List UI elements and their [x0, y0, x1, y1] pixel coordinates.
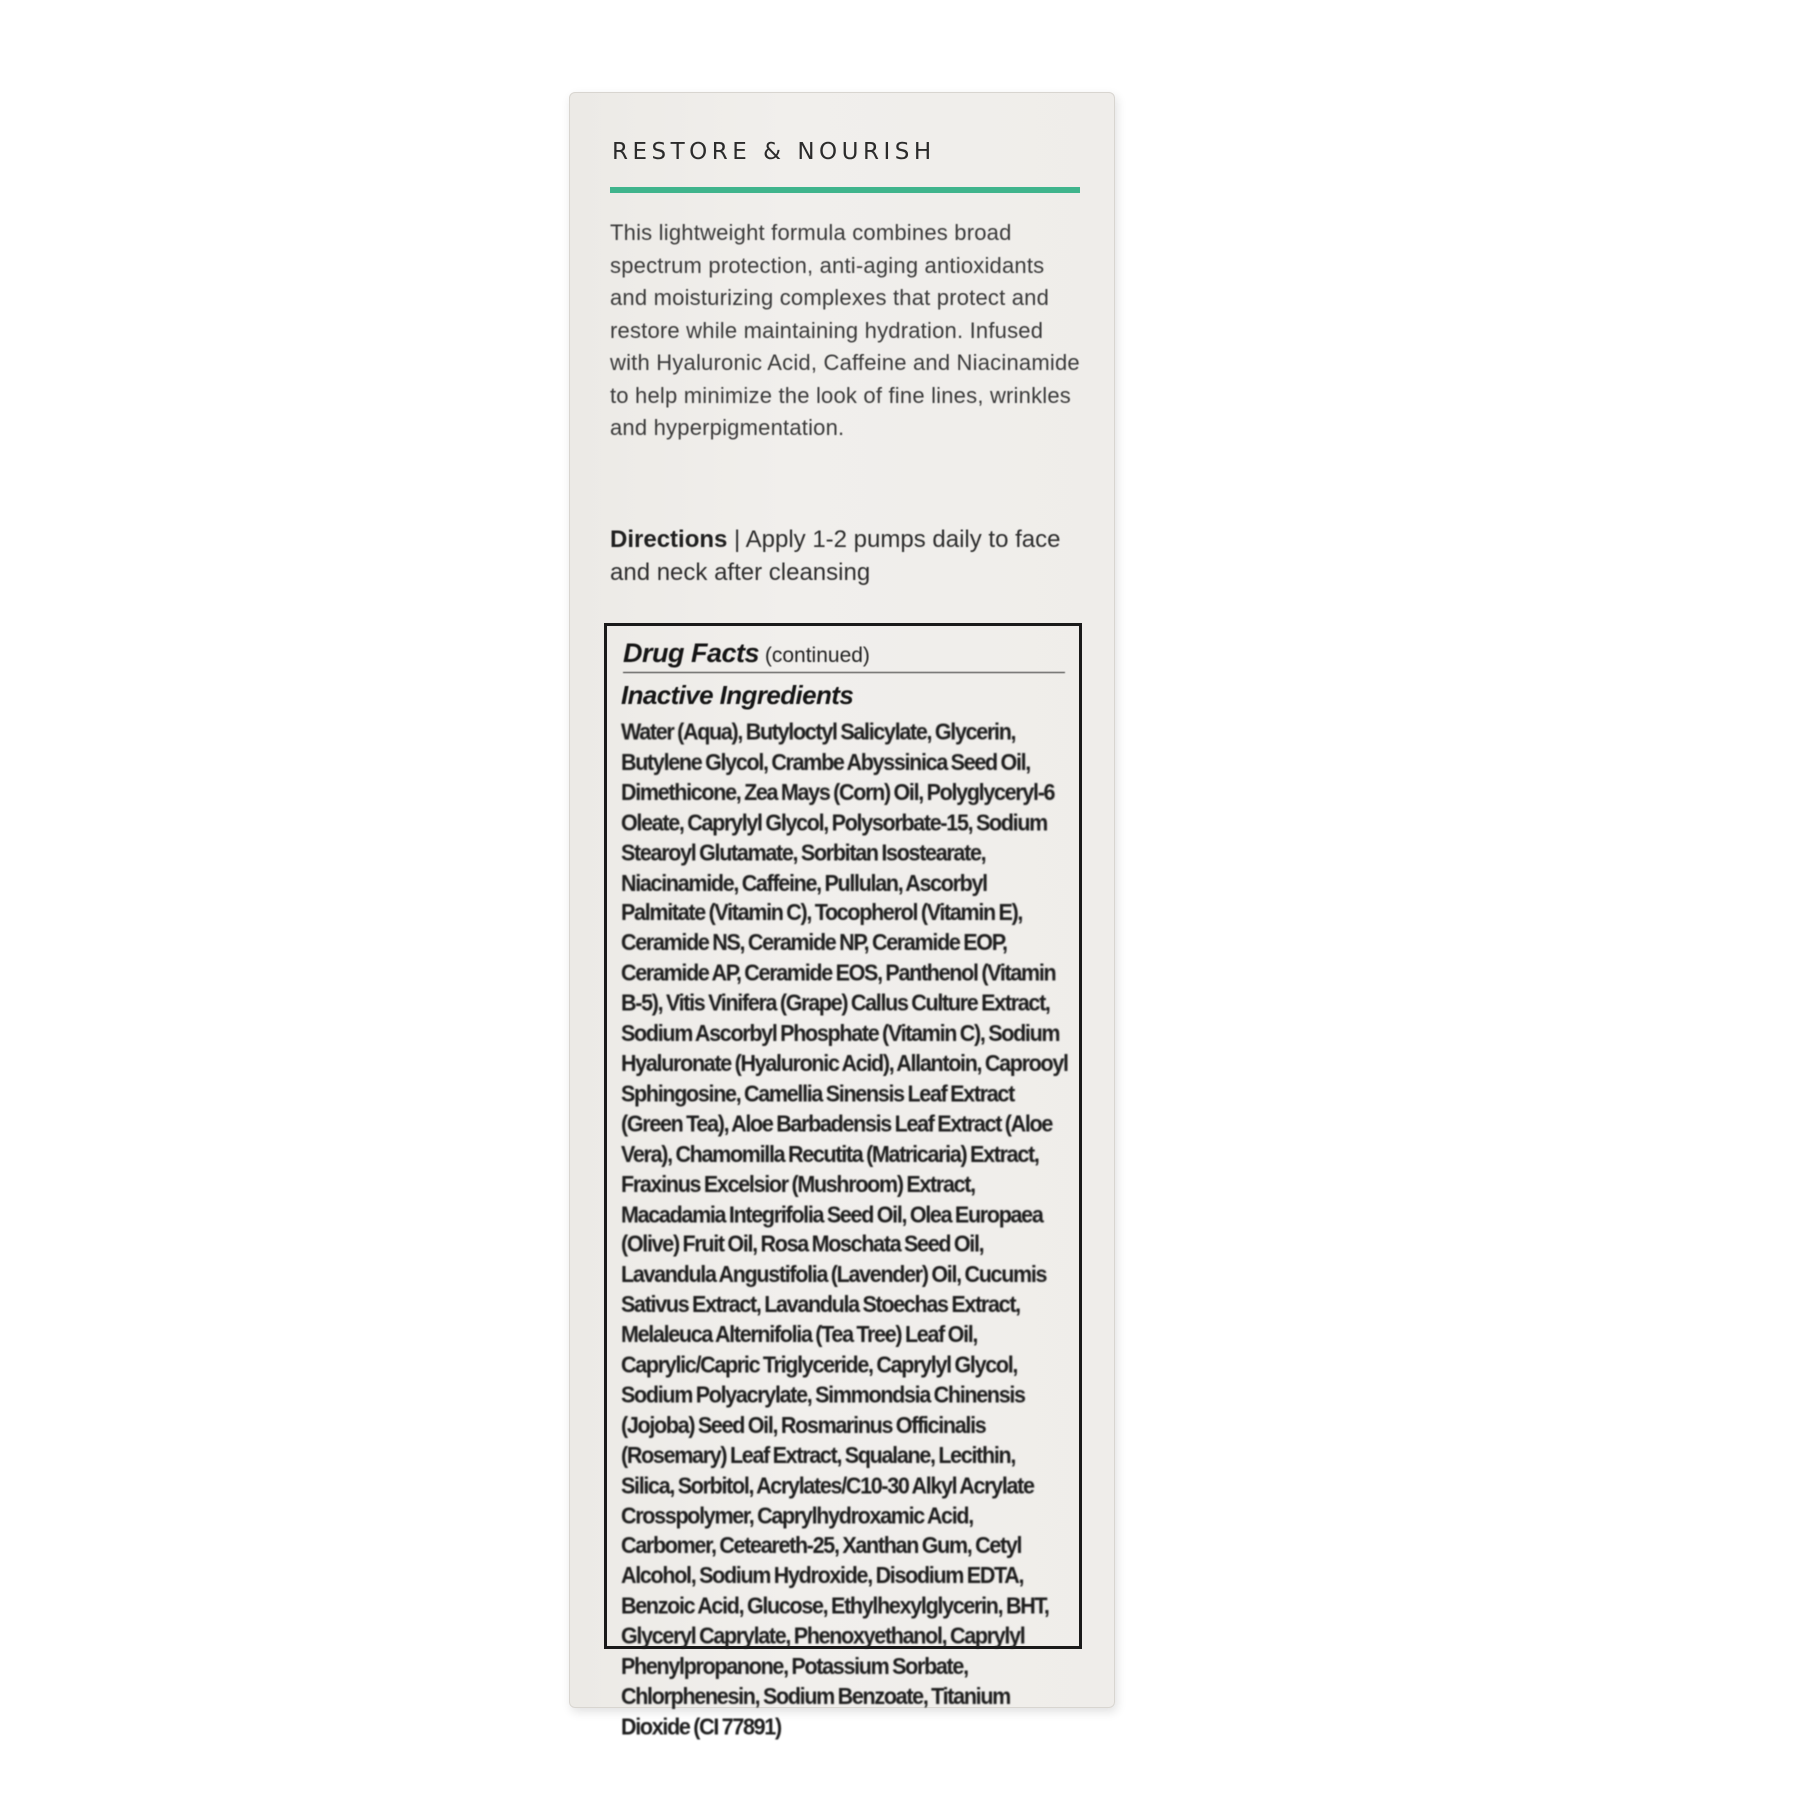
product-box-side-panel: [569, 92, 1115, 1740]
directions-block: [610, 523, 1082, 589]
drug-facts-panel: [604, 623, 1082, 1740]
drug-facts-continued: (continued): [759, 644, 870, 667]
product-description: This lightweight formula combines broad spectrum protection, anti-aging antioxidants and moisturizing complexes that protect and restore while maintaining hydration. Infused with Hyaluronic Acid, Caffeine and Niacinamide to help minimize the look of fine lines, wrinkles and hyperpigmentation.: [610, 220, 1080, 440]
drug-facts-title: Drug Facts: [623, 638, 760, 668]
product-heading: RESTORE & NOURISH: [612, 139, 936, 165]
inactive-ingredients-list: Water (Aqua), Butyloctyl Salicylate, Glycerin, Butylene Glycol, Crambe Abyssinica Seed Oil, Dimethicone, Zea Mays (Corn) Oil, Polyglyceryl-6 Oleate, Caprylyl Glycol, Polysorbate-15, Sodium Stearoyl Glutamate, Sorbitan Isostearate, Niacinamide, Caffeine, Pullulan, Ascorbyl Palmitate (Vitamin C), Tocopherol (Vitamin E), Ceramide NS, Ceramide NP, Ceramide EOP, Ceramide AP, Ceramide EOS, Panthenol (Vitamin B-5), Vitis Vinifera (Grape) Callus Culture Extract, Sodium Ascorbyl Phosphate (Vitamin C), Sodium Hyaluronate (Hyaluronic Acid), Allantoin, Caprooyl Sphingosine, Camellia Sinensis Leaf Extract (Green Tea), Aloe Barbadensis Leaf Extract (Aloe Vera), Chamomilla Recutita (Matricaria) Extract, Fraxinus Excelsior (Mushroom) Extract, Macadamia Integrifolia Seed Oil, Olea Europaea (Olive) Fruit Oil, Rosa Moschata Seed Oil, Lavandula Angustifolia (Lavender) Oil, Cucumis Sativus Extract, Lavandula Stoechas Extract, Melaleuca Alternifolia (Tea Tree) Leaf Oil, Caprylic/Capric Triglyceride, Caprylyl Glycol, Sodium Polyacrylate, Simmondsia Chinensis (Jojoba) Seed Oil, Rosmarinus Officinalis (Rosemary) Leaf Extract, Squalane, Lecithin, Silica, Sorbitol, Acrylates/C10-30 Alkyl Acrylate Crosspolymer, Caprylhydroxamic Acid, Carbomer, Ceteareth-25, Xanthan Gum, Cetyl Alcohol, Sodium Hydroxide, Disodium EDTA, Benzoic Acid, Glucose, Ethylhexylglycerin, BHT, Glyceryl Caprylate, Phenoxyethanol, Caprylyl Phenylpropanone, Potassium Sorbate, Chlorphenesin, Sodium Benzoate, Titanium Dioxide (CI 77891): [621, 719, 1068, 1740]
directions-separator: |: [727, 526, 746, 553]
accent-divider: [610, 187, 1080, 193]
directions-text: Apply 1-2 pumps daily to face and neck after cleansing: [610, 526, 1061, 586]
directions-label: Directions: [610, 526, 728, 553]
drug-facts-title-row: [623, 636, 1065, 673]
inactive-ingredients-heading: Inactive Ingredients: [621, 680, 854, 710]
